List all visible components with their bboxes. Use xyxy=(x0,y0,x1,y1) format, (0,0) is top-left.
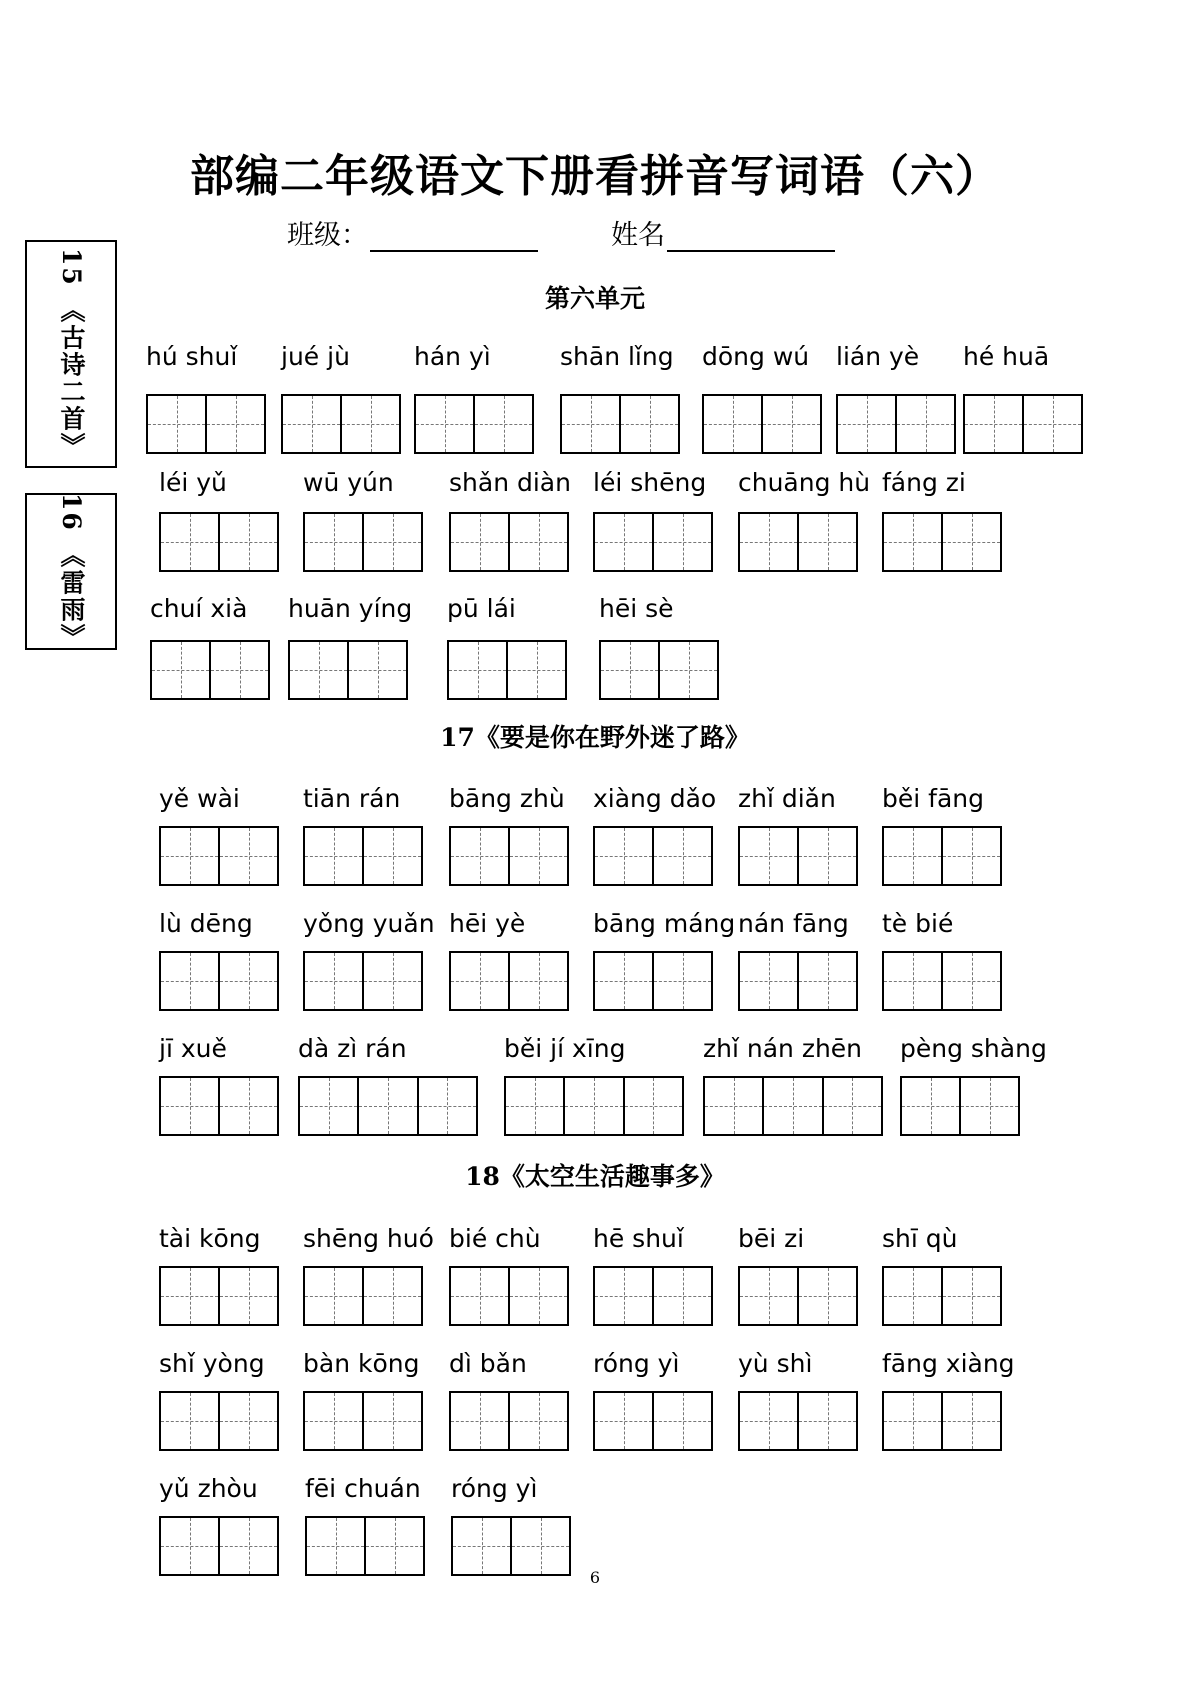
tianzige-cell[interactable] xyxy=(340,396,399,452)
pinyin-label: běi jí xīng xyxy=(504,1034,626,1063)
side-label-lesson-15 xyxy=(25,240,117,468)
name-blank[interactable] xyxy=(667,224,835,252)
writing-grid[interactable] xyxy=(449,951,569,1011)
writing-grid[interactable] xyxy=(449,1391,569,1451)
pinyin-label: tài kōng xyxy=(159,1224,261,1253)
pinyin-label: nán fāng xyxy=(738,909,849,938)
tianzige-cell[interactable] xyxy=(451,828,508,884)
tianzige-cell[interactable] xyxy=(161,1393,218,1449)
tianzige-cell[interactable] xyxy=(740,1393,797,1449)
tianzige-cell[interactable] xyxy=(595,828,652,884)
unit-heading: 第六单元 xyxy=(544,284,645,313)
pinyin-label: yǒng yuǎn xyxy=(303,909,435,938)
writing-grid[interactable] xyxy=(593,1266,713,1326)
writing-grid[interactable] xyxy=(159,1076,279,1136)
pinyin-label: bàn kōng xyxy=(303,1349,420,1378)
pinyin-label: chuí xià xyxy=(150,594,248,623)
pinyin-label: huān yíng xyxy=(288,594,413,623)
pinyin-label: bié chù xyxy=(449,1224,541,1253)
tianzige-cell[interactable] xyxy=(416,396,473,452)
tianzige-cell[interactable] xyxy=(283,396,340,452)
tianzige-cell[interactable] xyxy=(740,1268,797,1324)
tianzige-cell[interactable] xyxy=(449,642,506,698)
tianzige-cell[interactable] xyxy=(508,1393,567,1449)
pinyin-label: shǎn diàn xyxy=(449,468,571,497)
pinyin-label: léi yǔ xyxy=(159,468,227,497)
pinyin-label: bāng zhù xyxy=(449,784,565,813)
tianzige-cell[interactable] xyxy=(562,396,619,452)
writing-grid[interactable] xyxy=(560,394,680,454)
class-field xyxy=(287,213,538,252)
tianzige-cell[interactable] xyxy=(218,828,277,884)
writing-grid[interactable] xyxy=(593,826,713,886)
pinyin-label: yě wài xyxy=(159,784,240,813)
tianzige-cell[interactable] xyxy=(884,828,941,884)
tianzige-cell[interactable] xyxy=(161,1518,218,1574)
tianzige-cell[interactable] xyxy=(305,953,362,1009)
tianzige-cell[interactable] xyxy=(218,1518,277,1574)
tianzige-cell[interactable] xyxy=(761,396,820,452)
writing-grid[interactable] xyxy=(159,1391,279,1451)
tianzige-cell[interactable] xyxy=(305,1393,362,1449)
tianzige-cell[interactable] xyxy=(417,1078,476,1134)
tianzige-cell[interactable] xyxy=(652,514,711,570)
tianzige-cell[interactable] xyxy=(623,1078,682,1134)
writing-grid[interactable] xyxy=(449,512,569,572)
tianzige-cell[interactable] xyxy=(652,828,711,884)
tianzige-cell[interactable] xyxy=(595,1393,652,1449)
tianzige-cell[interactable] xyxy=(652,1268,711,1324)
tianzige-cell[interactable] xyxy=(473,396,532,452)
writing-grid[interactable] xyxy=(593,512,713,572)
tianzige-cell[interactable] xyxy=(161,1078,218,1134)
side-label-text: 16 《雷雨》 xyxy=(57,492,86,651)
writing-grid[interactable] xyxy=(303,512,423,572)
class-label: 班级： xyxy=(287,220,368,251)
tianzige-cell[interactable] xyxy=(652,1393,711,1449)
tianzige-cell[interactable] xyxy=(797,953,856,1009)
tianzige-cell[interactable] xyxy=(362,514,421,570)
tianzige-cell[interactable] xyxy=(965,396,1022,452)
tianzige-cell[interactable] xyxy=(161,1268,218,1324)
writing-grid[interactable] xyxy=(159,1266,279,1326)
writing-grid[interactable] xyxy=(303,826,423,886)
tianzige-cell[interactable] xyxy=(740,953,797,1009)
tianzige-cell[interactable] xyxy=(218,1268,277,1324)
pinyin-label: shān lǐng xyxy=(560,342,674,371)
tianzige-cell[interactable] xyxy=(508,953,567,1009)
writing-grid[interactable] xyxy=(593,951,713,1011)
tianzige-cell[interactable] xyxy=(161,953,218,1009)
tianzige-cell[interactable] xyxy=(161,828,218,884)
tianzige-cell[interactable] xyxy=(218,514,277,570)
tianzige-cell[interactable] xyxy=(902,1078,959,1134)
tianzige-cell[interactable] xyxy=(152,642,209,698)
tianzige-cell[interactable] xyxy=(362,1268,421,1324)
pinyin-label: pū lái xyxy=(447,594,516,623)
class-blank[interactable] xyxy=(370,224,538,252)
tianzige-cell[interactable] xyxy=(797,514,856,570)
writing-grid[interactable] xyxy=(738,826,858,886)
pinyin-label: běi fāng xyxy=(882,784,984,813)
writing-grid[interactable] xyxy=(703,1076,883,1136)
pinyin-label: xiàng dǎo xyxy=(593,784,717,813)
pinyin-label: fāng xiàng xyxy=(882,1349,1015,1378)
writing-grid[interactable] xyxy=(882,512,1002,572)
tianzige-cell[interactable] xyxy=(838,396,895,452)
tianzige-cell[interactable] xyxy=(453,1518,510,1574)
pinyin-label: dì bǎn xyxy=(449,1349,527,1378)
tianzige-cell[interactable] xyxy=(161,514,218,570)
tianzige-cell[interactable] xyxy=(218,1393,277,1449)
name-field xyxy=(611,213,835,252)
tianzige-cell[interactable] xyxy=(347,642,406,698)
tianzige-cell[interactable] xyxy=(884,953,941,1009)
tianzige-cell[interactable] xyxy=(218,953,277,1009)
tianzige-cell[interactable] xyxy=(595,1268,652,1324)
writing-grid[interactable] xyxy=(882,1391,1002,1451)
page-title: 部编二年级语文下册看拼音写词语（六） xyxy=(190,151,1000,202)
tianzige-cell[interactable] xyxy=(451,953,508,1009)
tianzige-cell[interactable] xyxy=(619,396,678,452)
tianzige-cell[interactable] xyxy=(705,1078,762,1134)
writing-grid[interactable] xyxy=(159,1516,279,1576)
writing-grid[interactable] xyxy=(900,1076,1020,1136)
tianzige-cell[interactable] xyxy=(601,642,658,698)
tianzige-cell[interactable] xyxy=(451,514,508,570)
tianzige-cell[interactable] xyxy=(797,828,856,884)
lesson-heading-17: 17《要是你在野外迷了路》 xyxy=(440,723,750,752)
pinyin-label: pèng shàng xyxy=(900,1034,1047,1063)
tianzige-cell[interactable] xyxy=(362,828,421,884)
pinyin-label: shēng huó xyxy=(303,1224,434,1253)
tianzige-cell[interactable] xyxy=(1022,396,1081,452)
pinyin-label: hēi sè xyxy=(599,594,674,623)
writing-grid[interactable] xyxy=(738,951,858,1011)
tianzige-cell[interactable] xyxy=(307,1518,364,1574)
tianzige-cell[interactable] xyxy=(884,1393,941,1449)
writing-grid[interactable] xyxy=(414,394,534,454)
writing-grid[interactable] xyxy=(593,1391,713,1451)
pinyin-label: róng yì xyxy=(593,1349,680,1378)
tianzige-cell[interactable] xyxy=(652,953,711,1009)
tianzige-cell[interactable] xyxy=(658,642,717,698)
pinyin-label: shī qù xyxy=(882,1224,958,1253)
writing-grid[interactable] xyxy=(738,1266,858,1326)
pinyin-label: chuāng hù xyxy=(738,468,871,497)
tianzige-cell[interactable] xyxy=(822,1078,881,1134)
writing-grid[interactable] xyxy=(836,394,956,454)
side-label-text: 15 《古诗二首》 xyxy=(57,248,86,460)
tianzige-cell[interactable] xyxy=(595,514,652,570)
pinyin-label: yù shì xyxy=(738,1349,813,1378)
writing-grid[interactable] xyxy=(281,394,401,454)
tianzige-cell[interactable] xyxy=(305,828,362,884)
tianzige-cell[interactable] xyxy=(506,1078,563,1134)
tianzige-cell[interactable] xyxy=(508,828,567,884)
tianzige-cell[interactable] xyxy=(740,514,797,570)
page-number: 6 xyxy=(589,1568,601,1587)
pinyin-label: wū yún xyxy=(303,468,394,497)
tianzige-cell[interactable] xyxy=(218,1078,277,1134)
writing-grid[interactable] xyxy=(150,640,270,700)
writing-grid[interactable] xyxy=(963,394,1083,454)
tianzige-cell[interactable] xyxy=(357,1078,416,1134)
pinyin-label: shǐ yòng xyxy=(159,1349,265,1378)
tianzige-cell[interactable] xyxy=(740,828,797,884)
pinyin-label: fáng zi xyxy=(882,468,966,497)
pinyin-label: yǔ zhòu xyxy=(159,1474,258,1503)
tianzige-cell[interactable] xyxy=(941,828,1000,884)
tianzige-cell[interactable] xyxy=(941,514,1000,570)
pinyin-label: jué jù xyxy=(281,342,350,371)
pinyin-label: hēi yè xyxy=(449,909,526,938)
tianzige-cell[interactable] xyxy=(797,1268,856,1324)
writing-grid[interactable] xyxy=(305,1516,425,1576)
pinyin-label: tiān rán xyxy=(303,784,401,813)
writing-grid[interactable] xyxy=(504,1076,684,1136)
tianzige-cell[interactable] xyxy=(148,396,205,452)
side-label-lesson-16 xyxy=(25,493,117,650)
tianzige-cell[interactable] xyxy=(941,953,1000,1009)
writing-grid[interactable] xyxy=(449,1266,569,1326)
pinyin-label: hē shuǐ xyxy=(593,1224,684,1253)
tianzige-cell[interactable] xyxy=(209,642,268,698)
tianzige-cell[interactable] xyxy=(563,1078,622,1134)
writing-grid[interactable] xyxy=(738,512,858,572)
writing-grid[interactable] xyxy=(882,1266,1002,1326)
tianzige-cell[interactable] xyxy=(362,953,421,1009)
pinyin-label: róng yì xyxy=(451,1474,538,1503)
tianzige-cell[interactable] xyxy=(762,1078,821,1134)
tianzige-cell[interactable] xyxy=(704,396,761,452)
pinyin-label: hán yì xyxy=(414,342,491,371)
writing-grid[interactable] xyxy=(159,951,279,1011)
tianzige-cell[interactable] xyxy=(941,1393,1000,1449)
writing-grid[interactable] xyxy=(702,394,822,454)
pinyin-label: hé huā xyxy=(963,342,1050,371)
tianzige-cell[interactable] xyxy=(959,1078,1018,1134)
tianzige-cell[interactable] xyxy=(300,1078,357,1134)
pinyin-label: lù dēng xyxy=(159,909,253,938)
writing-grid[interactable] xyxy=(599,640,719,700)
writing-grid[interactable] xyxy=(449,826,569,886)
pinyin-label: lián yè xyxy=(836,342,920,371)
tianzige-cell[interactable] xyxy=(205,396,264,452)
tianzige-cell[interactable] xyxy=(305,1268,362,1324)
pinyin-label: jī xuě xyxy=(159,1034,227,1063)
tianzige-cell[interactable] xyxy=(305,514,362,570)
writing-grid[interactable] xyxy=(447,640,567,700)
tianzige-cell[interactable] xyxy=(290,642,347,698)
pinyin-label: zhǐ nán zhēn xyxy=(703,1034,863,1063)
tianzige-cell[interactable] xyxy=(941,1268,1000,1324)
writing-grid[interactable] xyxy=(303,951,423,1011)
tianzige-cell[interactable] xyxy=(451,1393,508,1449)
writing-grid[interactable] xyxy=(159,512,279,572)
pinyin-label: bāng máng xyxy=(593,909,736,938)
writing-grid[interactable] xyxy=(159,826,279,886)
tianzige-cell[interactable] xyxy=(451,1268,508,1324)
tianzige-cell[interactable] xyxy=(506,642,565,698)
name-label: 姓名 xyxy=(611,220,665,251)
pinyin-label: léi shēng xyxy=(593,468,707,497)
writing-grid[interactable] xyxy=(298,1076,478,1136)
tianzige-cell[interactable] xyxy=(508,514,567,570)
writing-grid[interactable] xyxy=(738,1391,858,1451)
tianzige-cell[interactable] xyxy=(884,514,941,570)
tianzige-cell[interactable] xyxy=(797,1393,856,1449)
writing-grid[interactable] xyxy=(882,951,1002,1011)
pinyin-label: hú shuǐ xyxy=(146,342,238,371)
pinyin-label: dà zì rán xyxy=(298,1034,407,1063)
tianzige-cell[interactable] xyxy=(510,1518,569,1574)
tianzige-cell[interactable] xyxy=(884,1268,941,1324)
tianzige-cell[interactable] xyxy=(364,1518,423,1574)
lesson-heading-18: 18《太空生活趣事多》 xyxy=(465,1162,725,1191)
writing-grid[interactable] xyxy=(146,394,266,454)
tianzige-cell[interactable] xyxy=(595,953,652,1009)
pinyin-label: dōng wú xyxy=(702,342,810,371)
tianzige-cell[interactable] xyxy=(508,1268,567,1324)
tianzige-cell[interactable] xyxy=(895,396,954,452)
pinyin-label: bēi zi xyxy=(738,1224,805,1253)
writing-grid[interactable] xyxy=(882,826,1002,886)
writing-grid[interactable] xyxy=(303,1391,423,1451)
tianzige-cell[interactable] xyxy=(362,1393,421,1449)
pinyin-label: fēi chuán xyxy=(305,1474,421,1503)
writing-grid[interactable] xyxy=(303,1266,423,1326)
pinyin-label: zhǐ diǎn xyxy=(738,784,836,813)
pinyin-label: tè bié xyxy=(882,909,954,938)
writing-grid[interactable] xyxy=(451,1516,571,1576)
writing-grid[interactable] xyxy=(288,640,408,700)
